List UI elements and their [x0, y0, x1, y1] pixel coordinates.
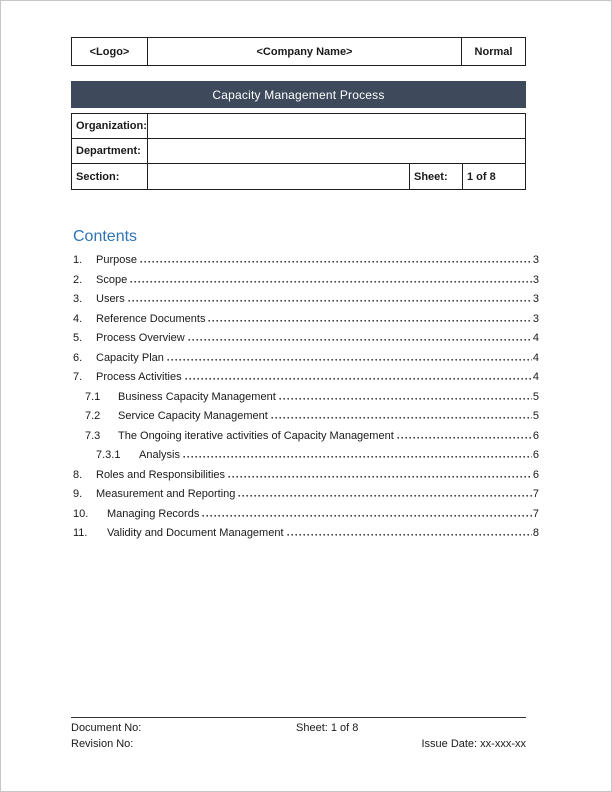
toc-item[interactable] [73, 368, 539, 388]
toc-item-title: Process Overview [96, 332, 185, 344]
toc-item-number: 3. [73, 293, 83, 305]
toc-item-title: Roles and Responsibilities [96, 468, 226, 481]
toc-item-number: 7.3 [85, 429, 101, 442]
department-row [72, 139, 525, 164]
toc-item-page-number: 3 [532, 293, 539, 305]
title-bar [71, 81, 526, 108]
toc-item-page-number: 7 [532, 507, 539, 520]
toc-item[interactable] [73, 505, 539, 525]
header-table [71, 37, 526, 66]
toc-dotted-leader [397, 436, 532, 439]
toc-item-title: The Ongoing iterative activities of Capacity Management [118, 429, 394, 442]
toc-dotted-leader [128, 299, 532, 302]
toc-dotted-leader [279, 397, 532, 400]
toc-item-title: Process Activities [96, 371, 182, 383]
toc-item-number: 7.1 [85, 390, 101, 403]
toc-item-number: 11. [73, 527, 88, 539]
toc-item-page-number: 6 [532, 449, 539, 461]
organization-row [72, 114, 525, 139]
toc-item-number: 8. [73, 468, 83, 481]
toc-dotted-leader [188, 338, 532, 341]
sheet-value: 1 of 8 [467, 170, 496, 183]
toc-item-number: 9. [73, 488, 83, 500]
section-label: Section: [72, 164, 148, 189]
toc-item-page-number: 4 [532, 332, 539, 344]
section-row [72, 164, 525, 189]
footer-line-1 [71, 720, 526, 736]
toc-item-title: Service Capacity Management [118, 410, 268, 422]
toc-item-title: Measurement and Reporting [96, 488, 236, 500]
toc-item[interactable] [73, 329, 539, 349]
department-label: Department: [72, 139, 148, 163]
toc-dotted-leader [271, 416, 532, 419]
department-value-field[interactable] [148, 139, 525, 163]
toc-item-number: 7.3.1 [96, 449, 121, 461]
toc-item-title: Capacity Plan [96, 351, 164, 364]
revision-no-label: Revision No: [71, 738, 134, 750]
organization-value-field[interactable] [148, 114, 525, 138]
toc-item[interactable] [73, 349, 539, 369]
toc-item-title: Scope [96, 273, 128, 286]
classification-label: Normal [474, 45, 513, 58]
toc-item[interactable] [73, 407, 539, 427]
toc-item-page-number: 3 [532, 254, 539, 266]
toc-item-number: 7. [73, 371, 83, 383]
toc-dotted-leader [228, 475, 532, 478]
toc-item-page-number: 5 [532, 410, 539, 422]
toc-item-page-number: 4 [532, 371, 539, 383]
issue-date: Issue Date: xx-xxx-xx [421, 738, 526, 750]
toc-item[interactable] [73, 427, 539, 447]
toc-item-title: Reference Documents [96, 312, 206, 325]
toc-item-page-number: 4 [532, 351, 539, 364]
toc-dotted-leader [287, 533, 532, 536]
toc-item-page-number: 3 [532, 312, 539, 325]
toc-item[interactable] [73, 271, 539, 291]
logo-placeholder: <Logo> [72, 38, 148, 65]
footer-line-2 [71, 736, 526, 752]
toc-item-page-number: 7 [532, 488, 539, 500]
toc-item[interactable] [73, 466, 539, 486]
info-table [71, 113, 526, 190]
toc-item-page-number: 3 [532, 273, 539, 286]
toc-dotted-leader [202, 514, 532, 517]
table-of-contents [73, 251, 539, 544]
toc-item-page-number: 6 [532, 468, 539, 481]
toc-item-number: 6. [73, 351, 83, 364]
page-footer [71, 717, 526, 752]
toc-item-number: 5. [73, 332, 83, 344]
toc-item[interactable] [73, 310, 539, 330]
toc-dotted-leader [238, 494, 531, 497]
company-name: <Company Name> [148, 38, 462, 65]
toc-dotted-leader [208, 319, 531, 322]
toc-item-number: 7.2 [85, 410, 101, 422]
organization-label: Organization: [72, 114, 148, 138]
toc-dotted-leader [183, 455, 532, 458]
toc-item[interactable] [73, 485, 539, 505]
toc-item-page-number: 8 [532, 527, 539, 539]
toc-item-page-number: 6 [532, 429, 539, 442]
toc-item-title: Business Capacity Management [118, 390, 276, 403]
toc-dotted-leader [130, 280, 532, 283]
toc-item[interactable] [73, 251, 539, 271]
footer-sheet: Sheet: 1 of 8 [296, 722, 359, 734]
toc-item[interactable] [73, 446, 539, 466]
toc-item-title: Users [96, 293, 125, 305]
toc-item-number: 10. [73, 507, 89, 520]
toc-item-title: Validity and Document Management [107, 527, 284, 539]
toc-item-title: Managing Records [107, 507, 200, 520]
section-value-field[interactable] [148, 164, 409, 189]
toc-item[interactable] [73, 290, 539, 310]
toc-item-title: Analysis [139, 449, 180, 461]
toc-item-title: Purpose [96, 254, 137, 266]
toc-dotted-leader [167, 358, 532, 361]
toc-item[interactable] [73, 524, 539, 544]
toc-item-number: 1. [73, 254, 83, 266]
contents-heading: Contents [73, 228, 138, 245]
toc-dotted-leader [185, 377, 532, 380]
sheet-label: Sheet: [409, 164, 463, 189]
document-no-label: Document No: [71, 722, 142, 734]
document-title: Capacity Management Process [212, 87, 385, 102]
toc-dotted-leader [140, 260, 532, 263]
toc-item-page-number: 5 [532, 390, 539, 403]
toc-item-number: 2. [73, 273, 83, 286]
toc-item[interactable] [73, 388, 539, 408]
toc-item-number: 4. [73, 312, 83, 325]
